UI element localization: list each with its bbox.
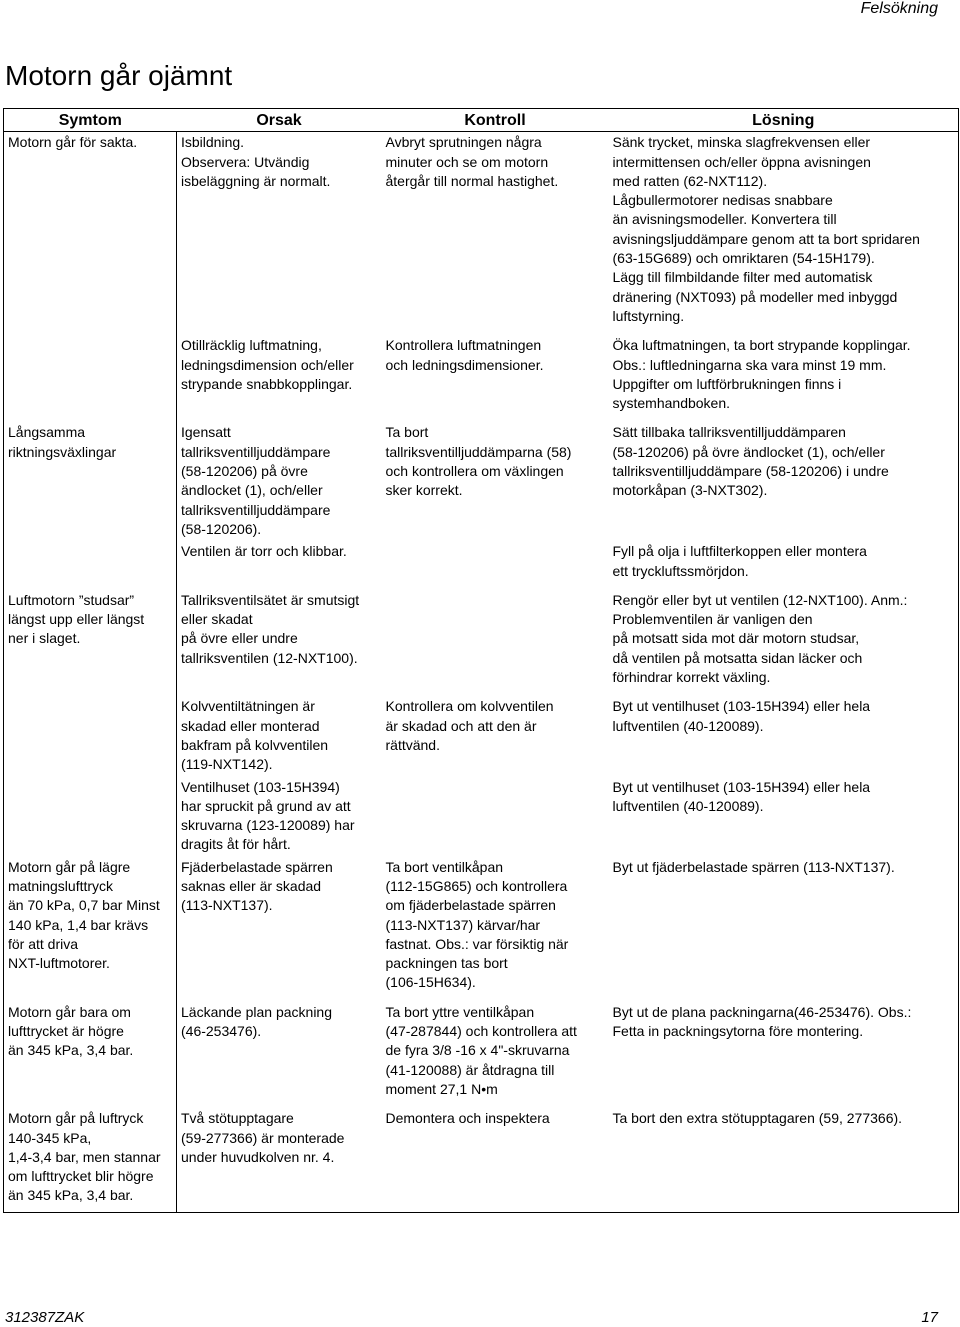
check-cell: Ta bort tallriksventilljuddämparna (58) och kontrollera om växlingen sker korrekt.: [385, 424, 572, 499]
cause-cell: Isbildning. Observera: Utvändig isbeläggning är normalt.: [181, 134, 331, 189]
column-header-solution: Lösning: [609, 109, 959, 132]
symptom-cell: Motorn går på lägre matningslufttryck än 70 kPa, 0,7 bar Minst 140 kPa, 1,4 bar krävs för att driva NXT-luftmotorer.: [4, 855, 177, 993]
symptom-cell: Motorn går bara om lufttrycket är högre än 345 kPa, 3,4 bar.: [4, 993, 177, 1099]
symptom-cell: [4, 539, 177, 581]
solution-cell: Rengör eller byt ut ventilen (12-NXT100). Anm.: Problemventilen är vanligen den på motsatt sida mot där motorn studsar, då ventilen på motsatta sidan läcker och förhindrar korrekt växling.: [612, 591, 908, 686]
cause-cell: Läckande plan packning (46-253476).: [181, 1003, 333, 1040]
check-cell: [382, 581, 609, 687]
column-header-check: Kontroll: [382, 109, 609, 132]
table-header-row: [4, 109, 959, 132]
column-header-symptom: Symtom: [4, 109, 177, 132]
check-cell: Kontrollera om kolvventilen är skadad och att den är rättvänd.: [385, 698, 554, 753]
symptom-cell: [4, 326, 177, 413]
table-row: [4, 581, 959, 687]
section-header: Felsökning: [860, 0, 938, 17]
page-number: 17: [921, 1309, 938, 1326]
table-row: [4, 993, 959, 1099]
cause-cell: Fjäderbelastade spärren saknas eller är skadad (113-NXT137).: [181, 858, 333, 914]
symptom-cell: Motorn går på luftryck 140-345 kPa, 1,4-3,4 bar, men stannar om lufttrycket blir högre än 345 kPa, 3,4 bar.: [4, 1099, 177, 1212]
document-number: 312387ZAK: [5, 1309, 85, 1326]
cause-cell: Ventilhuset (103-15H394) har spruckit på grund av att skruvarna (123-120089) har dragits åt för hårt.: [181, 778, 355, 853]
solution-cell: Byt ut fjäderbelastade spärren (113-NXT137).: [612, 858, 895, 875]
symptom-cell: Motorn går för sakta.: [4, 132, 177, 326]
column-header-cause: Orsak: [177, 109, 382, 132]
table-row: [4, 413, 959, 539]
check-cell: Demontera och inspektera: [385, 1110, 550, 1127]
table-row: [4, 775, 959, 855]
page-title: Motorn går ojämnt: [5, 60, 233, 91]
cause-cell: Tallriksventilsätet är smutsigt eller skadat på övre eller undre tallriksventilen (12-NXT100).: [181, 591, 360, 666]
solution-cell: Öka luftmatningen, ta bort strypande kopplingar. Obs.: luftledningarna ska vara minst 19 mm. Uppgifter om luftförbrukningen finns i systemhandboken.: [612, 337, 911, 412]
table-row: [4, 687, 959, 774]
solution-cell: Byt ut ventilhuset (103-15H394) eller hela luftventilen (40-120089).: [612, 778, 871, 814]
cause-cell: Ventilen är torr och klibbar.: [181, 543, 347, 560]
check-cell: [382, 539, 609, 581]
symptom-cell: Långsamma riktningsväxlingar: [4, 413, 177, 539]
cause-cell: Igensatt tallriksventilljuddämpare (58-120206) på övre ändlocket (1), och/eller tallriksventilljuddämpare (58-120206).: [181, 424, 331, 537]
symptom-cell: Luftmotorn ”studsar” längst upp eller längst ner i slaget.: [4, 581, 177, 687]
solution-cell: Sätt tillbaka tallriksventilljuddämparen (58-120206) på övre ändlocket (1), och/eller tallriksventilljuddämpare (58-120206) i undre motorkåpan (3-NXT302).: [612, 424, 889, 499]
check-cell: Avbryt sprutningen några minuter och se om motorn återgår till normal hastighet.: [385, 134, 559, 189]
troubleshooting-table: [3, 108, 959, 1213]
symptom-cell: [4, 775, 177, 855]
check-cell: Ta bort yttre ventilkåpan (47-287844) och kontrollera att de fyra 3/8 -16 x 4"-skruvarna (41-120088) är åtdragna till moment 27,1 N•m: [385, 1003, 577, 1097]
table-row: [4, 539, 959, 581]
cause-cell: Kolvventiltätningen är skadad eller monterad bakfram på kolvventilen (119-NXT142).: [181, 698, 329, 773]
check-cell: Kontrollera luftmatningen och ledningsdimensioner.: [385, 337, 544, 373]
check-cell: Ta bort ventilkåpan (112-15G865) och kontrollera om fjäderbelastade spärren (113-NXT137) kärvar/har fastnat. Obs.: var försiktig när packningen tas bort (106-15H634).: [385, 858, 569, 991]
symptom-cell: [4, 687, 177, 774]
check-cell: [382, 775, 609, 855]
table-row: [4, 132, 959, 326]
table-row: [4, 855, 959, 993]
solution-cell: Byt ut de plana packningarna(46-253476). Obs.: Fetta in packningsytorna före montering.: [612, 1003, 912, 1040]
solution-cell: Ta bort den extra stötupptagaren (59, 277366).: [612, 1110, 903, 1127]
cause-cell: Otillräcklig luftmatning, ledningsdimension och/eller strypande snabbkopplingar.: [181, 337, 354, 392]
cause-cell: Två stötupptagare (59-277366) är monterade under huvudkolven nr. 4.: [181, 1110, 345, 1165]
solution-cell: Sänk trycket, minska slagfrekvensen eller intermittensen och/eller öppna avisningen med ratten (62-NXT112). Lågbullermotorer nedisas snabbare än avisningsmodeller. Konvertera till avisningsljuddämpare genom att ta bort spridaren (63-15G689) och omriktaren (54-15H179). Lägg till filmbildande filter med automatisk dränering (NXT093) på modeller med inbyggd luftstyrning.: [612, 134, 920, 324]
table-row: [4, 1099, 959, 1212]
table-row: [4, 326, 959, 413]
solution-cell: Byt ut ventilhuset (103-15H394) eller hela luftventilen (40-120089).: [612, 698, 871, 734]
solution-cell: Fyll på olja i luftfilterkoppen eller montera ett tryckluftssmörjdon.: [612, 543, 867, 579]
